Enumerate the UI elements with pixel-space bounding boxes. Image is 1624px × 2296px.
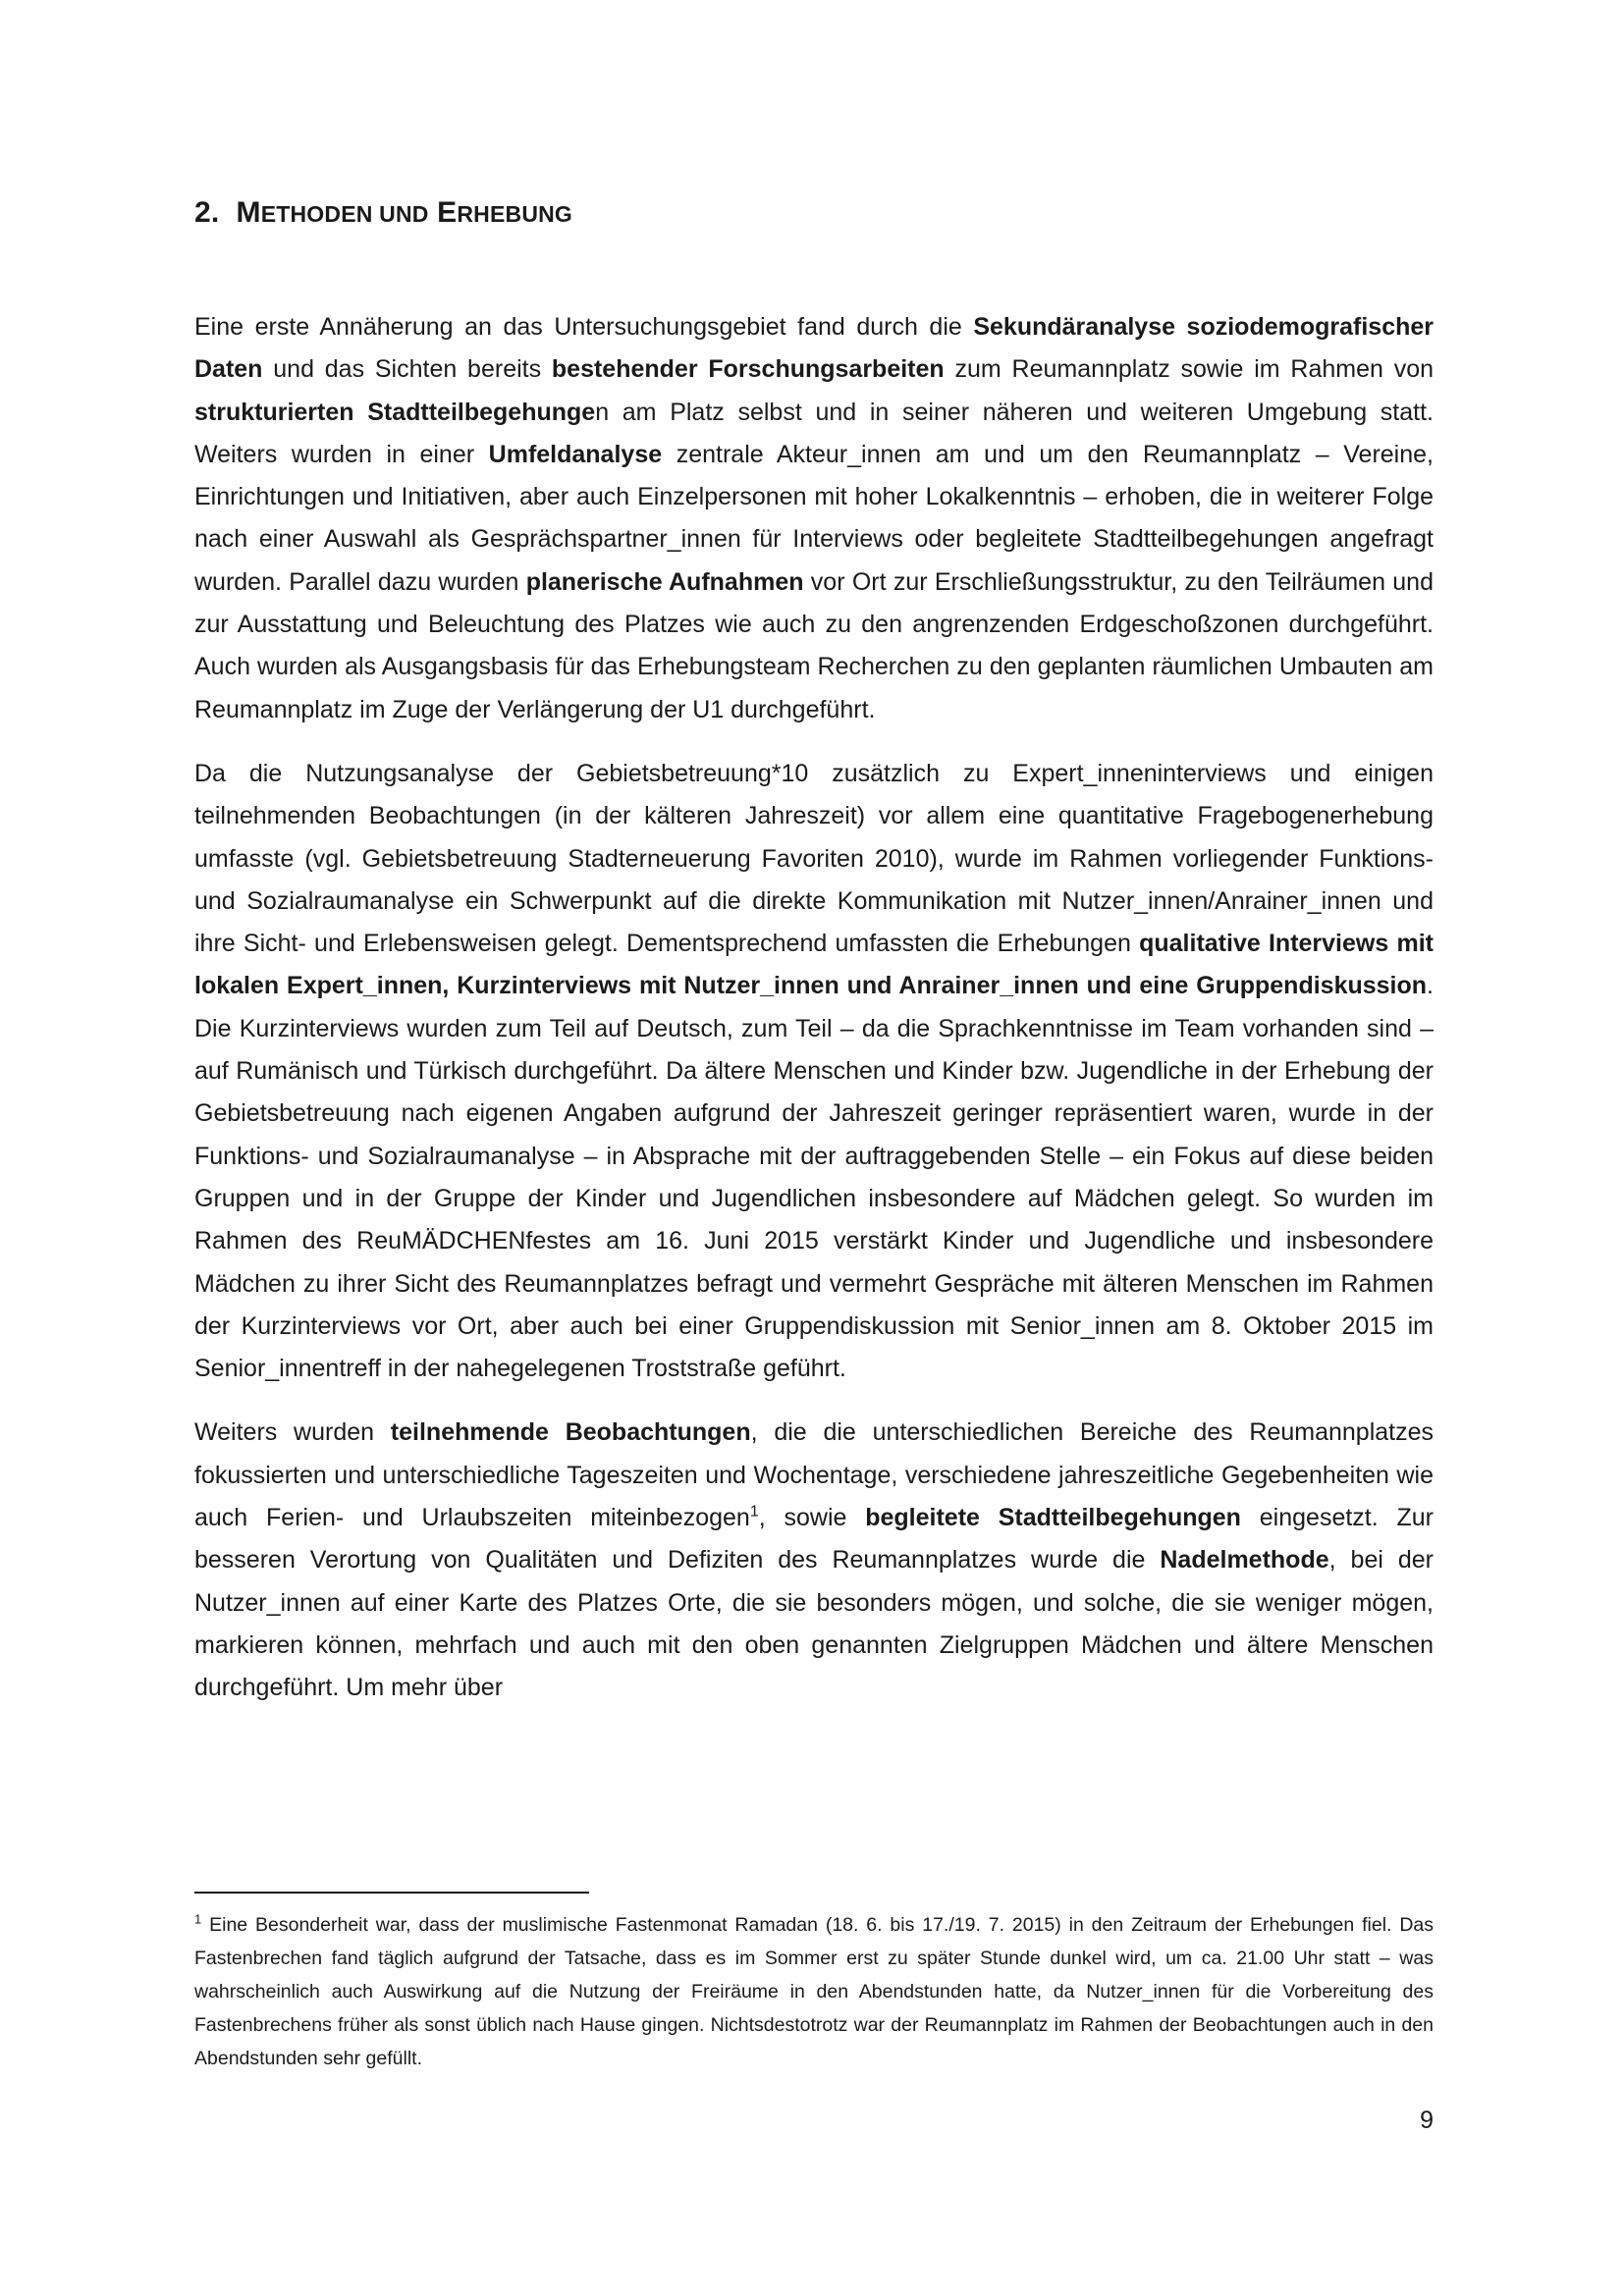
footnote: [194, 1908, 1434, 2075]
p3-text-3: , sowie: [758, 1504, 866, 1532]
p3-text-1: Weiters wurden: [194, 1418, 391, 1447]
p2-bold-1: qualitative Interviews mit lokalen Expert_innen, Kurzinterviews mit Nutzer_innen und Anrainer_innen und eine Gruppendiskussion: [194, 930, 1434, 1000]
footnote-text: Eine Besonderheit war, dass der muslimische Fastenmonat Ramadan (18. 6. bis 17./19. 7. 2015) in den Zeitraum der Erhebungen fiel. Das Fastenbrechen fand täglich aufgrund der Tatsache, dass es im Sommer erst zu später Stunde dunkel wird, um ca. 21.00 Uhr statt – was wahrscheinlich auch Auswirkung auf die Nutzung der Freiräume in den Abendstunden hatte, da Nutzer_innen für die Vorbereitung des Fastenbrechens früher als sonst üblich nach Hause gingen. Nichtsdestotrotz war der Reumannplatz im Rahmen der Beobachtungen auch in den Abendstunden sehr gefüllt.: [194, 1914, 1434, 2069]
p1-bold-2: bestehender Forschungsarbeiten: [551, 355, 945, 384]
p1-bold-5: planerische Aufnahmen: [525, 567, 804, 596]
p1-text-5: zentrale Akteur_innen am und um den Reumannplatz – Vereine, Einrichtungen und Initiativen, aber auch Einzelpersonen mit hoher Lokalkenntnis – erhoben, die in weiterer Folge nach einer Auswahl als Gesprächspartner_innen für Interviews oder begleitete Stadtteilbegehungen angefragt wurden. Parallel dazu wurden: [194, 440, 1434, 596]
page-number: 9: [1420, 2107, 1434, 2134]
footnote-marker: 1: [194, 1911, 202, 1927]
p3-text-2: , die die unterschiedlichen Bereiche des Reumannplatzes fokussierten und unterschiedliche Tageszeiten und Wochentage, verschiedene jahreszeitliche Gegebenheiten wie auch Ferien- und Urlaubszeiten miteinbezogen: [194, 1418, 1435, 1532]
p2-text-1: Da die Nutzungsanalyse der Gebietsbetreuung*10 zusätzlich zu Expert_inneninterviews und einigen teilnehmenden Beobachtungen (in der kälteren Jahreszeit) vor allem eine quantitative Fragebogenerhebung umfasste (vgl. Gebietsbetreuung Stadterneuerung Favoriten 2010), wurde im Rahmen vorliegender Funktions- und Sozialraumanalyse ein Schwerpunkt auf die direkte Kommunikation mit Nutzer_innen/Anrainer_innen und ihre Sicht- und Erlebensweisen gelegt. Dementsprechend umfassten die Erhebungen: [194, 759, 1434, 958]
p1-text-1: Eine erste Annäherung an das Untersuchungsgebiet fand durch die: [194, 313, 974, 341]
p2-text-2: . Die Kurzinterviews wurden zum Teil auf Deutsch, zum Teil – da die Sprachkenntnisse im Team vorhanden sind – auf Rumänisch und Türkisch durchgeführt. Da ältere Menschen und Kinder bzw. Jugendliche in der Erhebung der Gebietsbetreuung nach eigenen Angaben aufgrund der Jahreszeit geringer repräsentiert waren, wurde in der Funktions- und Sozialraumanalyse – in Absprache mit der auftraggebenden Stelle – ein Fokus auf diese beiden Gruppen und in der Gruppe der Kinder und Jugendlichen insbesondere auf Mädchen gelegt. So wurden im Rahmen des ReuMÄDCHENfestes am 16. Juni 2015 verstärkt Kinder und Jugendliche und insbesondere Mädchen zu ihrer Sicht des Reumannplatzes befragt und vermehrt Gespräche mit älteren Menschen im Rahmen der Kurzinterviews vor Ort, aber auch bei einer Gruppendiskussion mit Senior_innen am 8. Oktober 2015 im Senior_innentreff in der nahegelegenen Troststraße geführt.: [194, 972, 1434, 1383]
section-heading: [194, 196, 572, 230]
p3-bold-3: Nadelmethode: [1160, 1546, 1329, 1575]
paragraph-3: [194, 1412, 1434, 1709]
heading-number: 2.: [194, 196, 220, 229]
heading-initial-m: M: [236, 196, 261, 229]
paragraph-2: [194, 753, 1434, 1390]
p1-bold-3: strukturierten Stadtteilbegehunge: [194, 398, 596, 426]
p1-text-3: zum Reumannplatz sowie im Rahmen von: [944, 355, 1434, 384]
p3-text-5: , bei der Nutzer_innen auf einer Karte des Platzes Orte, die sie besonders mögen, und solche, die sie weniger mögen, markieren können, mehrfach und auch mit den oben genannten Zielgruppen Mädchen und ältere Menschen durchgeführt. Um mehr über: [194, 1546, 1434, 1702]
p3-bold-1: teilnehmende Beobachtungen: [390, 1418, 751, 1447]
p1-text-4: n am Platz selbst und in seiner näheren und weiteren Umgebung statt. Weiters wurden in einer: [194, 398, 1434, 468]
p3-bold-2: begleitete Stadtteilbegehungen: [865, 1504, 1241, 1532]
heading-rest-erhebung: RHEBUNG: [457, 201, 573, 227]
p3-text-4: eingesetzt. Zur besseren Verortung von Qualitäten und Defiziten des Reumannplatzes wurde die: [194, 1504, 1435, 1575]
p1-bold-4: Umfeldanalyse: [488, 440, 663, 468]
heading-rest-methoden: ETHODEN UND: [260, 201, 429, 227]
p1-bold-1: Sekundäranalyse soziodemografischer Daten: [194, 313, 1435, 384]
body-text: [194, 306, 1434, 1732]
footnote-separator: [194, 1892, 589, 1894]
heading-initial-e: E: [437, 196, 458, 229]
p1-text-6: vor Ort zur Erschließungsstruktur, zu den Teilräumen und zur Ausstattung und Beleuchtung des Platzes wie auch zu den angrenzenden Erdgeschoßzonen durchgeführt. Auch wurden als Ausgangsbasis für das Erhebungsteam Recherchen zu den geplanten räumlichen Umbauten am Reumannplatz im Zuge der Verlängerung der U1 durchgeführt.: [194, 567, 1434, 723]
footnote-reference[interactable]: 1: [749, 1503, 759, 1521]
paragraph-1: [194, 306, 1434, 731]
p1-text-2: und das Sichten bereits: [262, 355, 552, 384]
